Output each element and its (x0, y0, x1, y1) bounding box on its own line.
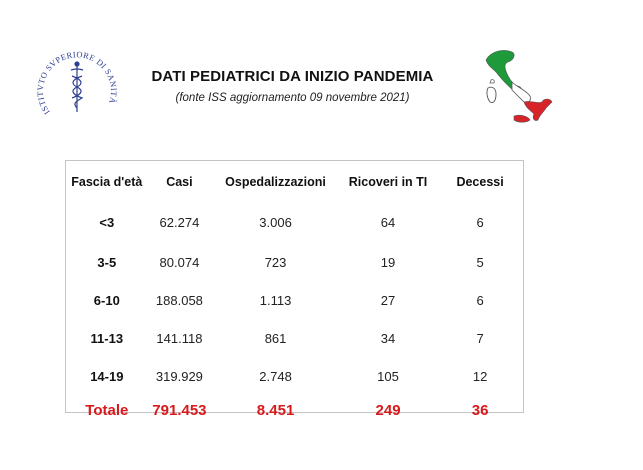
cases-cell: 188.058 (155, 292, 203, 308)
iss-logo (34, 46, 120, 128)
deaths-cell: 7 (476, 330, 484, 346)
age-group-cell: 14-19 (90, 368, 124, 384)
deaths-cell: 6 (476, 214, 484, 230)
table-row (70, 281, 520, 319)
icu-cell: 19 (380, 254, 396, 270)
pediatric-data-table (70, 169, 520, 425)
table-row (70, 195, 520, 243)
caduceus-icon (71, 62, 83, 112)
page-title: DATI PEDIATRICI DA INIZIO PANDEMIA (151, 68, 434, 85)
header-age-group: Fascia d'età (71, 175, 143, 189)
italy-map-icon (472, 40, 558, 124)
deaths-cell: 12 (472, 368, 488, 384)
age-group-cell: 6-10 (93, 292, 120, 308)
hospitalizations-cell: 2.748 (259, 368, 292, 384)
header-cases: Casi (166, 175, 193, 189)
header-icu-admissions: Ricoveri in TI (348, 175, 428, 189)
deaths-cell: 5 (476, 254, 484, 270)
hospitalizations-cell: 1.113 (259, 292, 292, 308)
header-hospitalizations: Ospedalizzazioni (225, 175, 326, 189)
age-group-cell: 3-5 (97, 254, 117, 270)
total-row (70, 395, 520, 425)
table-row (70, 357, 520, 395)
cases-cell: 80.074 (159, 254, 200, 270)
cases-cell: 62.274 (159, 214, 200, 230)
table-row (70, 319, 520, 357)
table-header-row (70, 169, 520, 195)
icu-cell: 64 (380, 214, 396, 230)
age-group-cell: 11-13 (90, 330, 124, 346)
cases-cell: 319.929 (155, 368, 203, 384)
total-hospitalizations: 8.451 (256, 401, 295, 419)
deaths-cell: 6 (476, 292, 484, 308)
cases-cell: 141.118 (156, 330, 203, 346)
hospitalizations-cell: 3.006 (259, 214, 292, 230)
page-subtitle: (fonte ISS aggiornamento 09 novembre 2021) (175, 92, 410, 104)
total-label: Totale (85, 401, 129, 419)
header-deaths: Decessi (456, 175, 504, 189)
logo-text: ISTITVTO SVPERIORE DI SANITÀ (35, 50, 119, 117)
icu-cell: 105 (377, 368, 399, 384)
total-deaths: 36 (471, 401, 489, 419)
icu-cell: 34 (380, 330, 396, 346)
total-cases: 791.453 (152, 401, 207, 419)
hospitalizations-cell: 861 (264, 330, 287, 346)
icu-cell: 27 (380, 292, 396, 308)
pediatric-data-table-panel (65, 160, 524, 419)
age-group-cell: <3 (99, 214, 115, 230)
total-icu: 249 (375, 401, 401, 419)
table-row (70, 243, 520, 281)
hospitalizations-cell: 723 (264, 254, 287, 270)
